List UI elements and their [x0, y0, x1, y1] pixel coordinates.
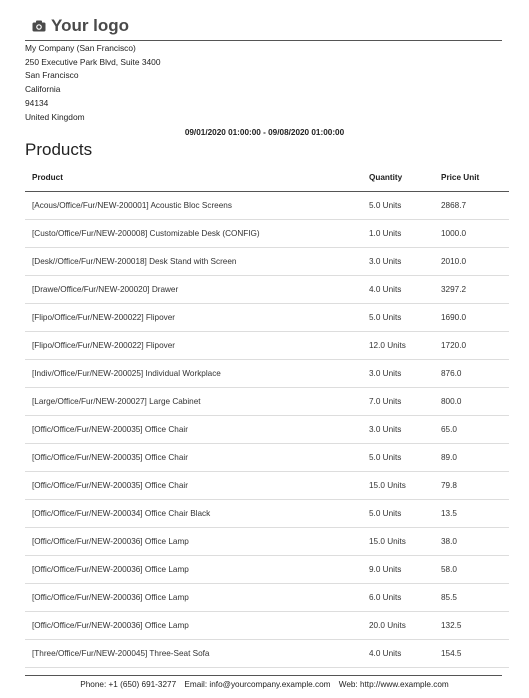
price-cell: 58.0: [441, 556, 509, 584]
logo-text: Your logo: [51, 16, 130, 35]
table-row: [25, 220, 509, 248]
product-cell: [Offic/Office/Fur/NEW-200035] Office Chair: [25, 472, 369, 500]
product-cell: [Flipo/Office/Fur/NEW-200022] Flipover: [25, 332, 369, 360]
price-cell: 89.0: [441, 444, 509, 472]
footer-divider: [25, 675, 502, 676]
quantity-cell: 4.0 Units: [369, 276, 441, 304]
table-row: [25, 640, 509, 668]
product-cell: [Offic/Office/Fur/NEW-200036] Office Lamp: [25, 528, 369, 556]
product-cell: [Offic/Office/Fur/NEW-200036] Office Lamp: [25, 612, 369, 640]
product-cell: [Large/Office/Fur/NEW-200027] Large Cabinet: [25, 388, 369, 416]
column-header-quantity: Quantity: [369, 164, 441, 192]
table-row: [25, 360, 509, 388]
company-name: My Company (San Francisco): [25, 43, 136, 53]
date-range: 09/01/2020 01:00:00 - 09/08/2020 01:00:00: [184, 128, 345, 137]
quantity-cell: 3.0 Units: [369, 416, 441, 444]
page-footer: [0, 680, 529, 689]
price-cell: 154.5: [441, 640, 509, 668]
quantity-cell: 1.0 Units: [369, 220, 441, 248]
quantity-cell: 4.0 Units: [369, 640, 441, 668]
product-cell: [Desk//Office/Fur/NEW-200018] Desk Stand with Screen: [25, 248, 369, 276]
price-cell: 85.5: [441, 584, 509, 612]
quantity-cell: 3.0 Units: [369, 248, 441, 276]
quantity-cell: 5.0 Units: [369, 192, 441, 220]
company-street: 250 Executive Park Blvd, Suite 3400: [25, 56, 161, 67]
table-row: [25, 528, 509, 556]
quantity-cell: 5.0 Units: [369, 500, 441, 528]
product-cell: [Offic/Office/Fur/NEW-200035] Office Chair: [25, 416, 369, 444]
footer-phone: Phone: +1 (650) 691-3277: [80, 680, 177, 689]
table-row: [25, 304, 509, 332]
header-divider: [25, 40, 502, 41]
footer-web: Web: http://www.example.com: [338, 680, 449, 689]
table-row: [25, 612, 509, 640]
product-cell: [Three/Office/Fur/NEW-200045] Three-Seat Sofa: [25, 640, 369, 668]
price-cell: 79.8: [441, 472, 509, 500]
quantity-cell: 5.0 Units: [369, 304, 441, 332]
column-header-price: Price Unit: [441, 164, 509, 192]
camera-icon: [32, 20, 46, 32]
product-cell: [Offic/Office/Fur/NEW-200036] Office Lamp: [25, 584, 369, 612]
table-row: [25, 248, 509, 276]
table-row: [25, 388, 509, 416]
table-row: [25, 500, 509, 528]
price-cell: 132.5: [441, 612, 509, 640]
table-row: [25, 472, 509, 500]
company-zip: 94134: [25, 97, 49, 108]
page-title: Products: [25, 140, 93, 159]
table-row: [25, 276, 509, 304]
price-cell: 876.0: [441, 360, 509, 388]
price-cell: 1720.0: [441, 332, 509, 360]
price-cell: 3297.2: [441, 276, 509, 304]
quantity-cell: 15.0 Units: [369, 528, 441, 556]
price-cell: 2010.0: [441, 248, 509, 276]
table-row: [25, 556, 509, 584]
table-header-row: [25, 164, 509, 192]
product-cell: [Offic/Office/Fur/NEW-200036] Office Lamp: [25, 556, 369, 584]
product-cell: [Drawe/Office/Fur/NEW-200020] Drawer: [25, 276, 369, 304]
price-cell: 38.0: [441, 528, 509, 556]
column-header-product: Product: [25, 164, 369, 192]
table-row: [25, 332, 509, 360]
quantity-cell: 5.0 Units: [369, 444, 441, 472]
product-cell: [Offic/Office/Fur/NEW-200034] Office Chair Black: [25, 500, 369, 528]
quantity-cell: 15.0 Units: [369, 472, 441, 500]
table-row: [25, 192, 509, 220]
table-row: [25, 584, 509, 612]
price-cell: 800.0: [441, 388, 509, 416]
quantity-cell: 7.0 Units: [369, 388, 441, 416]
quantity-cell: 3.0 Units: [369, 360, 441, 388]
quantity-cell: 12.0 Units: [369, 332, 441, 360]
price-cell: 65.0: [441, 416, 509, 444]
table-row: [25, 444, 509, 472]
price-cell: 1690.0: [441, 304, 509, 332]
company-country: United Kingdom: [25, 111, 85, 122]
price-cell: 1000.0: [441, 220, 509, 248]
price-cell: 13.5: [441, 500, 509, 528]
quantity-cell: 6.0 Units: [369, 584, 441, 612]
products-table: [25, 164, 509, 668]
company-logo: [32, 14, 129, 38]
company-city: San Francisco: [25, 70, 79, 81]
company-state: California: [25, 84, 61, 95]
product-cell: [Custo/Office/Fur/NEW-200008] Customizable Desk (CONFIG): [25, 220, 369, 248]
product-cell: [Indiv/Office/Fur/NEW-200025] Individual Workplace: [25, 360, 369, 388]
product-cell: [Acous/Office/Fur/NEW-200001] Acoustic Bloc Screens: [25, 192, 369, 220]
table-row: [25, 416, 509, 444]
company-address: [25, 42, 160, 124]
price-cell: 2868.7: [441, 192, 509, 220]
quantity-cell: 9.0 Units: [369, 556, 441, 584]
footer-email: Email: info@yourcompany.example.com: [184, 680, 331, 689]
product-cell: [Offic/Office/Fur/NEW-200035] Office Chair: [25, 444, 369, 472]
product-cell: [Flipo/Office/Fur/NEW-200022] Flipover: [25, 304, 369, 332]
quantity-cell: 20.0 Units: [369, 612, 441, 640]
